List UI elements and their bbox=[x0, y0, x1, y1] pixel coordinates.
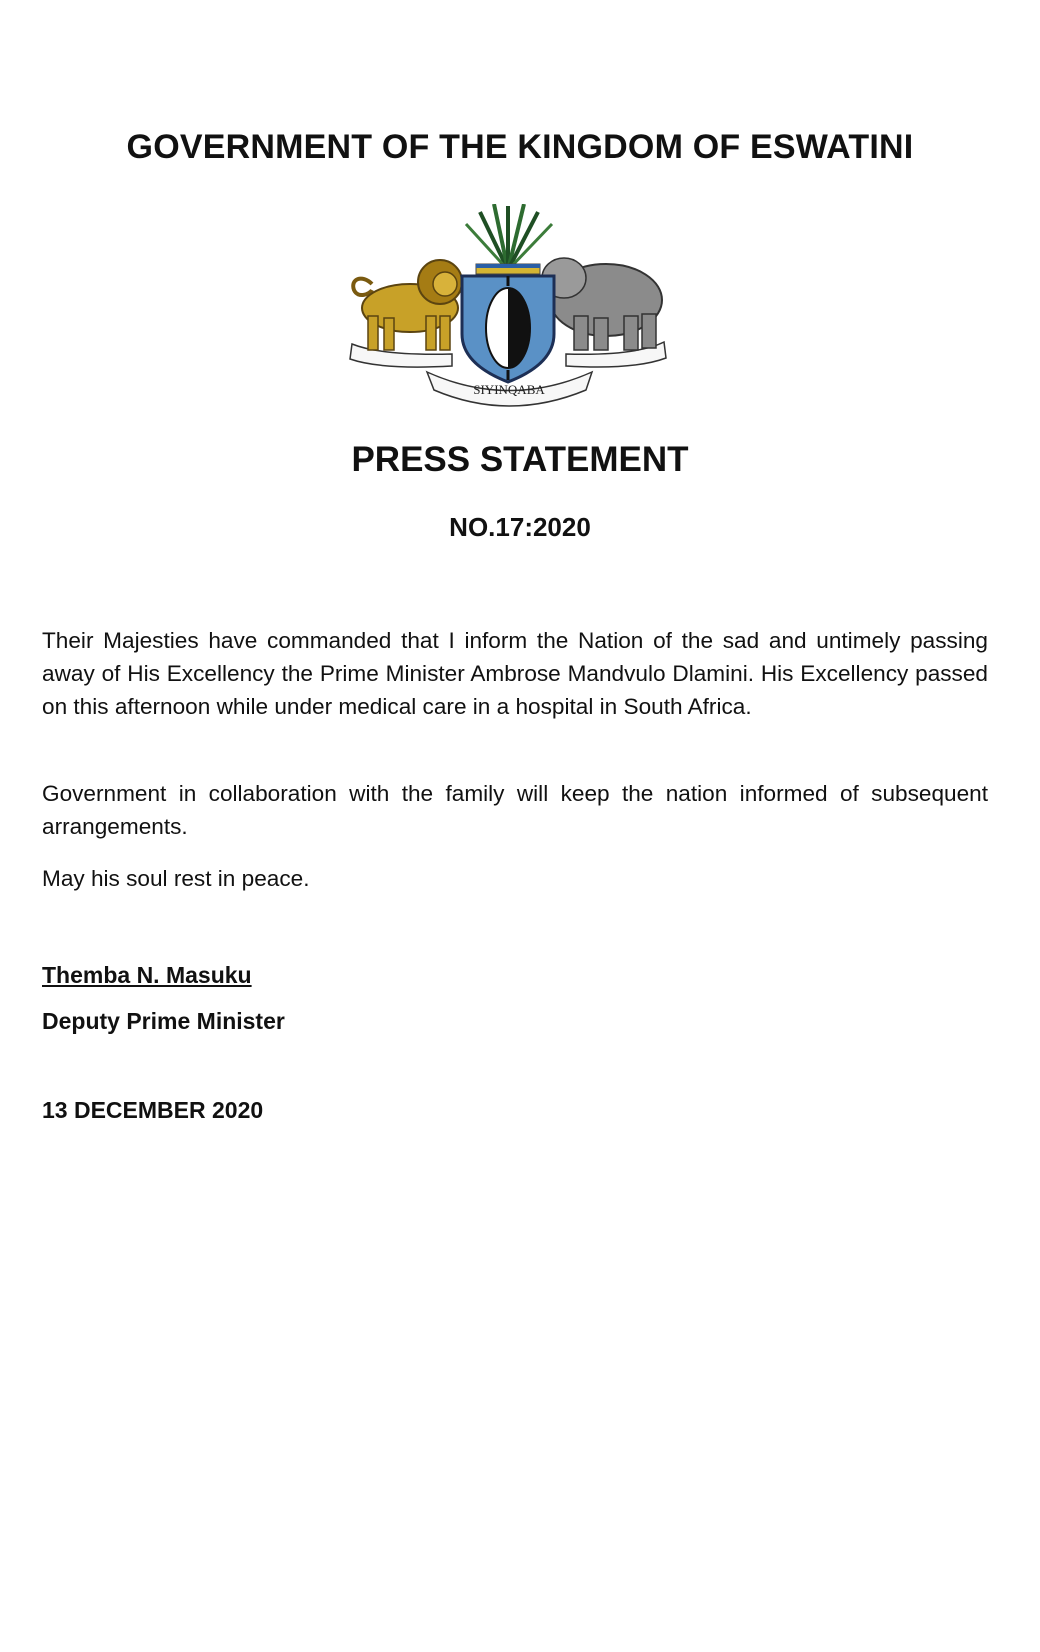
body-paragraph-3: May his soul rest in peace. bbox=[42, 866, 310, 891]
lion-icon bbox=[353, 260, 462, 350]
signatory-name: Themba N. Masuku bbox=[42, 962, 252, 988]
motto-text: SIYINQABA bbox=[473, 382, 545, 397]
shield-icon bbox=[462, 276, 554, 382]
government-title: GOVERNMENT OF THE KINGDOM OF ESWATINI bbox=[126, 128, 914, 166]
press-statement-title: PRESS STATEMENT bbox=[351, 440, 689, 479]
signatory-title: Deputy Prime Minister bbox=[42, 1008, 285, 1034]
plume-crest-icon bbox=[466, 204, 552, 274]
body-paragraph-2: Government in collaboration with the family will keep the nation informed of subsequent arrangements. bbox=[42, 781, 988, 839]
statement-date: 13 DECEMBER 2020 bbox=[42, 1097, 264, 1123]
statement-number: NO.17:2020 bbox=[449, 512, 591, 542]
body-paragraph-1: Their Majesties have commanded that I inform the Nation of the sad and untimely passing away of His Excellency the Prime Minister Ambrose Mandvulo Dlamini. His Excellency passed on this afternoon while under medical care in a hospital in South Africa. bbox=[42, 628, 988, 719]
coat-of-arms-emblem bbox=[342, 204, 676, 416]
